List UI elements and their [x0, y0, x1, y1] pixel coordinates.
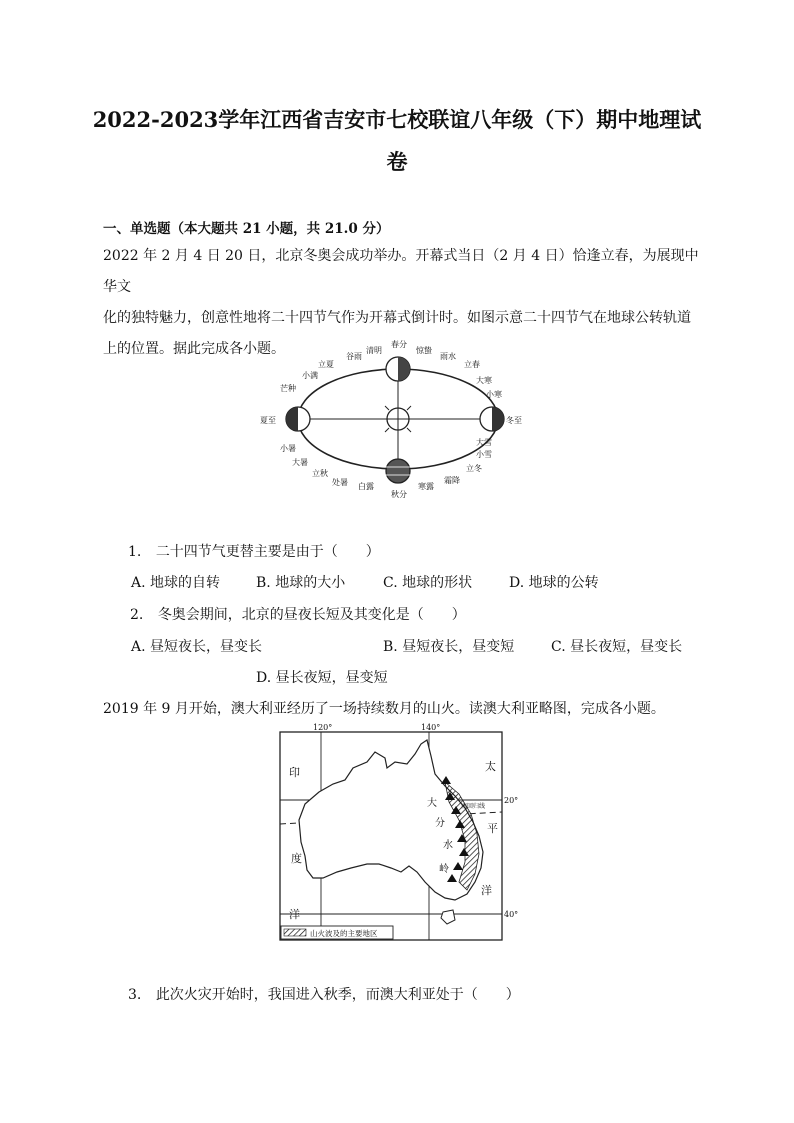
question-stem: 此次火灾开始时，我国进入秋季，而澳大利亚处于（ ） — [155, 987, 520, 1003]
term-label: 立夏 — [318, 360, 334, 369]
term-label: 大暑 — [292, 458, 308, 467]
q1-option-c: C. 地球的形状 — [383, 575, 473, 591]
intro-paragraph-2: 2019 年 9 月开始，澳大利亚经历了一场持续数月的山火。读澳大利亚略图，完成各小题。 — [103, 701, 665, 717]
question-number: 2. — [130, 607, 144, 623]
term-label: 小寒 — [486, 390, 502, 399]
q1-option-b: B. 地球的大小 — [256, 575, 346, 591]
q2-option-c: C. 昼长夜短，昼变长 — [551, 639, 683, 655]
term-label: 小暑 — [280, 444, 296, 453]
legend-swatch — [284, 929, 306, 936]
ocean-char: 洋 — [481, 884, 492, 897]
question-2 — [130, 604, 466, 624]
intro-line: 2022 年 2 月 4 日 20 日，北京冬奥会成功举办。开幕式当日（2 月 4 日）恰逢立春，为展现中华文 — [103, 248, 699, 295]
ocean-char: 太 — [485, 760, 496, 773]
range-char: 岭 — [439, 864, 449, 875]
earth-icon — [386, 459, 410, 483]
term-label: 夏至 — [260, 416, 276, 425]
section-header: 一、单选题（本大题共 21 小题，共 21.0 分） — [103, 221, 390, 237]
question-stem: 二十四节气更替主要是由于（ ） — [155, 544, 380, 560]
term-label: 处暑 — [332, 478, 348, 487]
question-stem: 冬奥会期间，北京的昼夜长短及其变化是（ ） — [157, 607, 466, 623]
question-number: 1. — [128, 544, 142, 560]
term-label: 立冬 — [466, 464, 482, 473]
q2-option-d: D. 昼长夜短，昼变短 — [256, 670, 388, 686]
term-label: 小满 — [302, 371, 318, 380]
legend-text: 山火波及的主要地区 — [310, 929, 378, 938]
term-label: 惊蛰 — [416, 346, 432, 355]
term-label: 清明 — [366, 346, 382, 355]
term-label: 小雪 — [476, 450, 492, 459]
question-3 — [128, 984, 520, 1004]
earth-icon — [286, 407, 310, 431]
term-label: 秋分 — [391, 490, 407, 499]
term-label: 谷雨 — [346, 352, 362, 361]
term-label: 寒露 — [418, 482, 434, 491]
term-label: 立春 — [464, 360, 480, 369]
term-label: 大雪 — [476, 438, 492, 447]
exam-title-line-2: 卷 — [386, 149, 408, 174]
term-label: 大寒 — [476, 376, 492, 385]
q2-option-a: A. 昼短夜长，昼变长 — [131, 639, 263, 655]
q1-option-a: A. 地球的自转 — [131, 575, 221, 591]
longitude-label: 120° — [313, 723, 333, 732]
ocean-char: 度 — [291, 852, 302, 865]
term-label: 春分 — [391, 340, 407, 349]
latitude-label: 40° — [504, 910, 519, 919]
intro-line: 上的位置。据此完成各小题。 — [103, 341, 285, 357]
term-label: 霜降 — [444, 476, 460, 485]
australia-map-figure — [275, 722, 519, 944]
term-label: 雨水 — [440, 352, 456, 361]
range-char: 水 — [443, 840, 453, 851]
earth-icon — [480, 407, 504, 431]
q2-option-b: B. 昼短夜长，昼变短 — [383, 639, 515, 655]
term-label: 立秋 — [312, 469, 328, 478]
term-label: 芒种 — [280, 384, 296, 393]
intro-line: 化的独特魅力，创意性地将二十四节气作为开幕式倒计时。如图示意二十四节气在地球公转轨道 — [103, 310, 691, 326]
range-char: 大 — [427, 798, 437, 809]
q1-option-d: D. 地球的公转 — [509, 575, 599, 591]
earth-orbit-figure — [260, 333, 530, 503]
ocean-char: 平 — [487, 822, 498, 835]
longitude-label: 140° — [421, 723, 441, 732]
question-number: 3. — [128, 987, 142, 1003]
tropic-label: 南回归线 — [461, 803, 486, 810]
range-char: 分 — [435, 818, 445, 829]
ocean-char: 印 — [289, 766, 300, 779]
ocean-char: 洋 — [289, 908, 300, 921]
term-label: 冬至 — [506, 416, 522, 425]
term-label: 白露 — [358, 482, 374, 491]
earth-icon — [386, 357, 410, 381]
question-1 — [128, 541, 380, 561]
exam-title-line-1: 2022-2023学年江西省吉安市七校联谊八年级（下）期中地理试 — [92, 107, 702, 132]
latitude-label: 20° — [504, 796, 519, 805]
